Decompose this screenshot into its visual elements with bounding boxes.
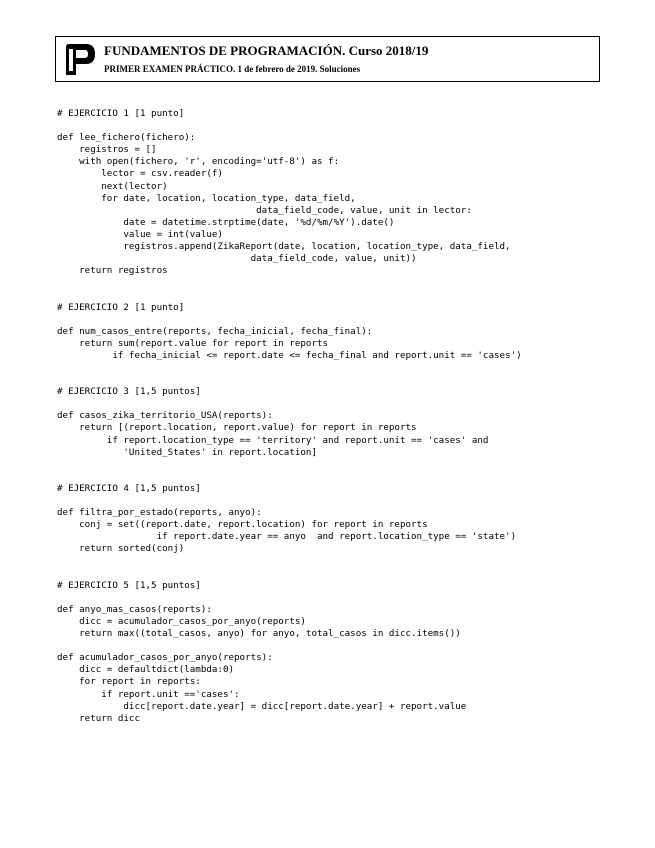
code-line: 'United_States' in report.location] [57, 446, 317, 458]
code-line: return dicc [57, 712, 140, 724]
code-line: def anyo_mas_casos(reports): [57, 603, 212, 615]
code-line [57, 555, 522, 567]
code-line: conj = set((report.date, report.location) for report in reports [57, 519, 428, 531]
code-line: registros = [] [57, 144, 157, 156]
code-line [57, 495, 522, 507]
code-line [57, 374, 522, 386]
code-line: return sorted(conj) [57, 543, 185, 555]
code-line: with open(fichero, 'r', encoding='utf-8') as f: [57, 156, 340, 168]
code-line: date = datetime.strptime(date, '%d/%m/%Y').date() [57, 216, 395, 228]
code-listing [57, 108, 522, 725]
code-line: if report.unit =='cases': [57, 688, 240, 700]
code-line [57, 568, 522, 580]
exercise-heading: # EJERCICIO 2 [1 punto] [57, 301, 185, 313]
code-line [57, 314, 522, 326]
code-line: def lee_fichero(fichero): [57, 132, 196, 144]
code-line: def acumulador_casos_por_anyo(reports): [57, 652, 273, 664]
university-logo-icon [60, 41, 98, 77]
code-line: registros.append(ZikaReport(date, location, location_type, data_field, [57, 241, 511, 253]
code-line [57, 471, 522, 483]
code-line: lector = csv.reader(f) [57, 168, 223, 180]
exercise-heading: # EJERCICIO 4 [1,5 puntos] [57, 482, 201, 494]
document-subtitle: PRIMER EXAMEN PRÁCTICO. 1 de febrero de 2019. Soluciones [104, 64, 361, 74]
code-line [57, 459, 522, 471]
code-line: if fecha_inicial <= report.date <= fecha_final and report.unit == 'cases') [57, 349, 522, 361]
code-line: return [(report.location, report.value) for report in reports [57, 422, 417, 434]
exam-header [55, 36, 600, 82]
code-line: value = int(value) [57, 228, 223, 240]
code-line [57, 592, 522, 604]
code-line: for date, location, location_type, data_field, [57, 192, 356, 204]
code-line: def num_casos_entre(reports, fecha_inicial, fecha_final): [57, 325, 373, 337]
code-line [57, 362, 522, 374]
code-line [57, 289, 522, 301]
code-line: data_field_code, value, unit in lector: [57, 204, 472, 216]
code-line [57, 640, 522, 652]
code-line: dicc = acumulador_casos_por_anyo(reports) [57, 615, 306, 627]
code-line: return sum(report.value for report in reports [57, 337, 329, 349]
code-line: return registros [57, 265, 168, 277]
code-line [57, 398, 522, 410]
code-line: return max((total_casos, anyo) for anyo, total_casos in dicc.items()) [57, 628, 461, 640]
code-line [57, 120, 522, 132]
code-line: def casos_zika_territorio_USA(reports): [57, 410, 273, 422]
code-line: dicc = defaultdict(lambda:0) [57, 664, 235, 676]
exercise-heading: # EJERCICIO 3 [1,5 puntos] [57, 386, 201, 398]
code-line: if report.location_type == 'territory' and report.unit == 'cases' and [57, 434, 489, 446]
document-title: FUNDAMENTOS DE PROGRAMACIÓN. Curso 2018/19 [104, 43, 429, 58]
code-line: def filtra_por_estado(reports, anyo): [57, 507, 262, 519]
code-line: next(lector) [57, 180, 168, 192]
code-line: if report.date.year == anyo and report.location_type == 'state') [57, 531, 517, 543]
code-line: data_field_code, value, unit)) [57, 253, 417, 265]
exercise-heading: # EJERCICIO 5 [1,5 puntos] [57, 579, 201, 591]
exercise-heading: # EJERCICIO 1 [1 punto] [57, 108, 185, 119]
code-line [57, 277, 522, 289]
code-line: dicc[report.date.year] = dicc[report.date.year] + report.value [57, 700, 467, 712]
code-line: for report in reports: [57, 676, 201, 688]
